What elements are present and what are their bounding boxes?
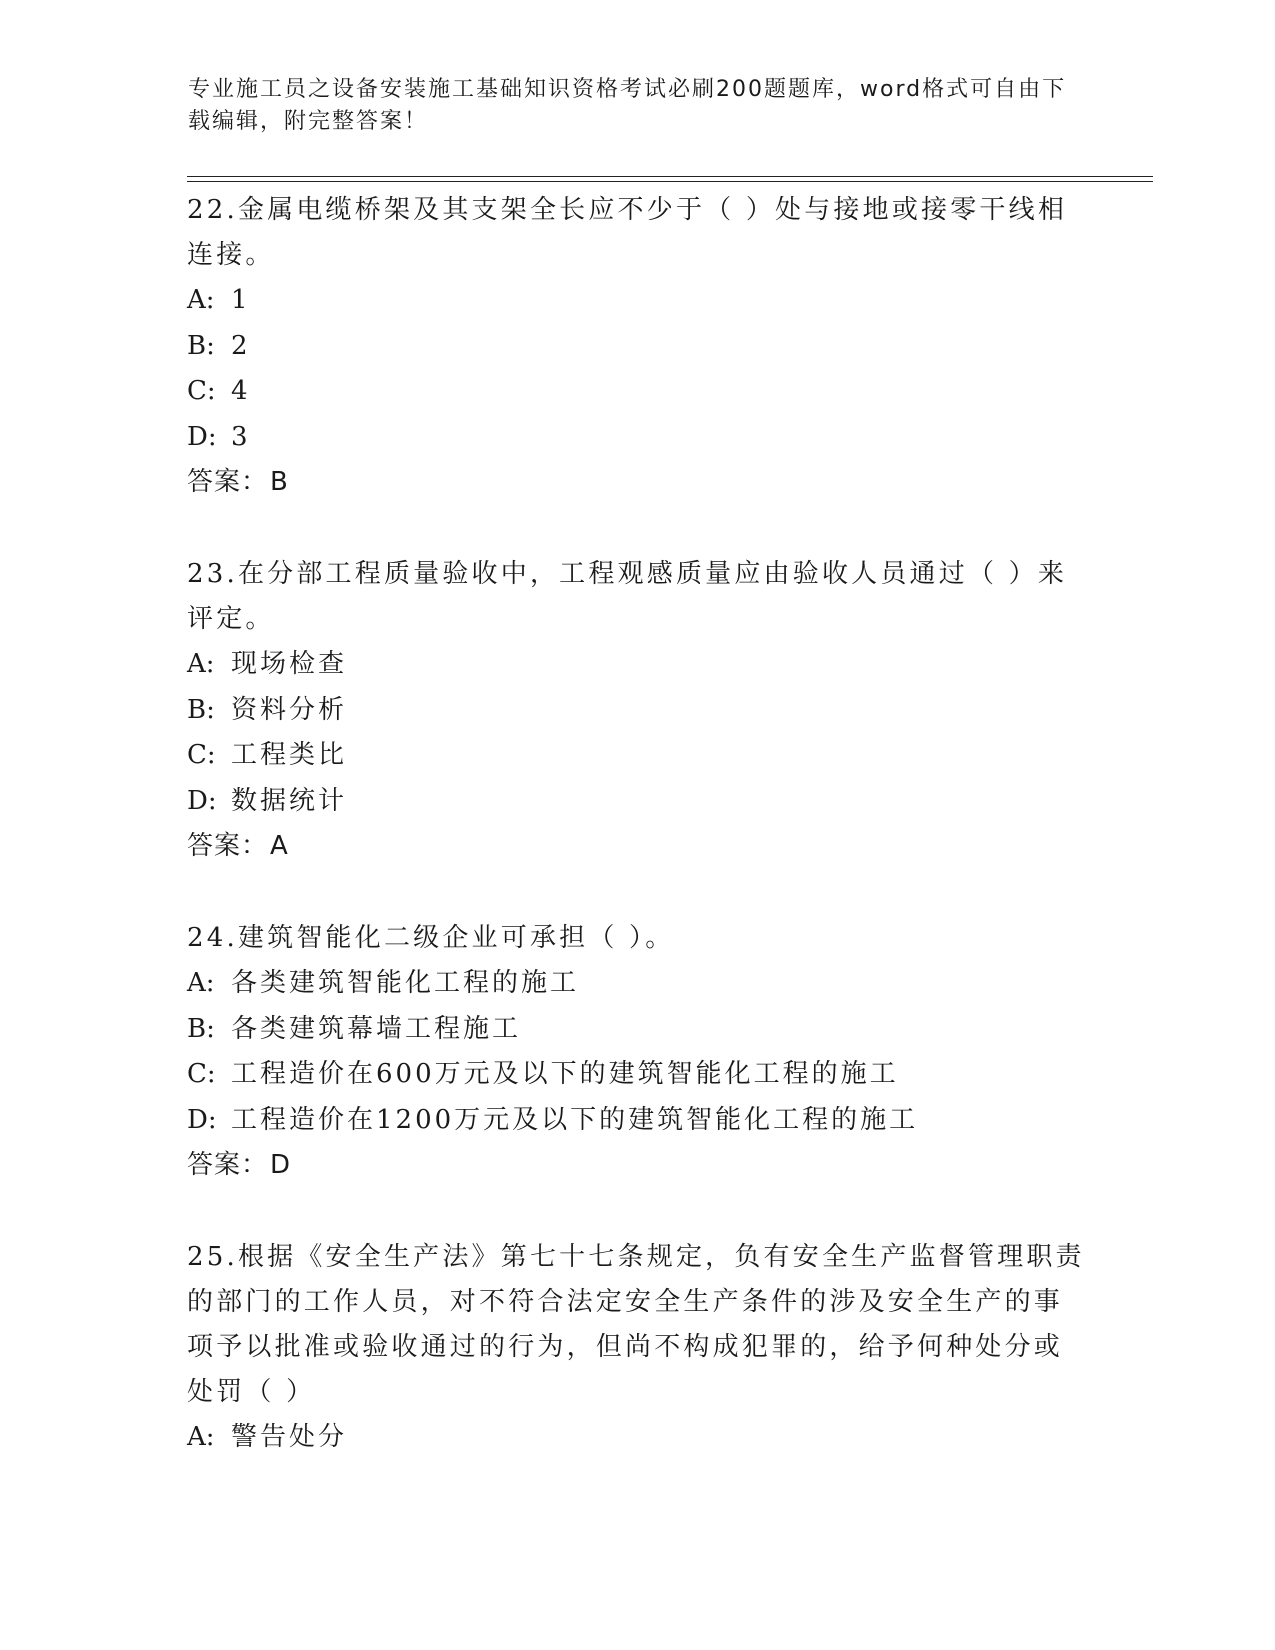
option-key: B:	[187, 330, 215, 361]
question-stem: 25.根据《安全生产法》第七十七条规定，负有安全生产监督管理职责的部门的工作人员，对不符合法定安全生产条件的涉及安全生产的事项予以批准或验收通过的行为，但尚不构成犯罪的，给予何种处分或处罚（ ）	[187, 1242, 1085, 1407]
answer-value: A	[270, 831, 289, 861]
header-divider-top	[187, 176, 1153, 177]
option-text: 警告处分	[231, 1422, 348, 1452]
option-text: 2	[231, 330, 251, 361]
answer-line	[187, 460, 1087, 505]
document-header: 专业施工员之设备安装施工基础知识资格考试必刷200题题库，word格式可自由下载编辑，附完整答案！	[188, 77, 1067, 134]
option-c	[187, 733, 1087, 779]
question-25	[187, 1235, 1087, 1461]
answer-value: B	[270, 467, 289, 497]
answer-label: 答案：	[187, 831, 269, 861]
option-key: D:	[187, 1104, 217, 1135]
answer-value: D	[270, 1150, 292, 1180]
option-key: A:	[187, 1422, 215, 1452]
question-23	[187, 552, 1087, 869]
option-d	[187, 1098, 1087, 1144]
option-c	[187, 369, 1087, 415]
option-text: 工程类比	[231, 740, 348, 770]
option-d	[187, 779, 1087, 825]
question-stem: 23.在分部工程质量验收中，工程观感质量应由验收人员通过（ ）来评定。	[187, 559, 1068, 634]
option-text: 现场检查	[231, 649, 348, 679]
option-text: 工程造价在1200万元及以下的建筑智能化工程的施工	[231, 1104, 919, 1135]
option-text: 1	[231, 285, 251, 315]
question-22	[187, 188, 1087, 505]
option-text: 资料分析	[231, 694, 348, 725]
option-d	[187, 415, 1087, 461]
option-key: D:	[187, 785, 217, 816]
option-text: 各类建筑智能化工程的施工	[231, 968, 580, 998]
option-key: A:	[187, 968, 215, 998]
answer-label: 答案：	[187, 467, 269, 497]
option-b	[187, 1007, 1087, 1053]
question-stem: 24.建筑智能化二级企业可承担（ ）。	[187, 923, 675, 953]
question-stem: 22.金属电缆桥架及其支架全长应不少于（ ）处与接地或接零干线相连接。	[187, 195, 1068, 270]
option-key: C:	[187, 376, 216, 406]
header-divider-bottom	[187, 181, 1153, 182]
option-key: D:	[187, 421, 217, 452]
answer-line	[187, 824, 1087, 869]
option-key: A:	[187, 649, 215, 679]
option-key: C:	[187, 740, 216, 770]
option-text: 4	[231, 376, 251, 406]
option-text: 各类建筑幕墙工程施工	[231, 1013, 522, 1044]
option-key: B:	[187, 1013, 215, 1044]
answer-label: 答案：	[187, 1150, 269, 1180]
option-text: 数据统计	[231, 785, 348, 816]
option-key: C:	[187, 1059, 216, 1089]
option-a	[187, 642, 1087, 688]
option-a	[187, 1415, 1087, 1461]
option-a	[187, 961, 1087, 1007]
option-key: A:	[187, 285, 215, 315]
option-c	[187, 1052, 1087, 1098]
option-b	[187, 324, 1087, 370]
option-a	[187, 278, 1087, 324]
answer-line	[187, 1143, 1087, 1188]
question-24	[187, 916, 1087, 1188]
option-text: 3	[231, 421, 251, 452]
option-b	[187, 688, 1087, 734]
option-key: B:	[187, 694, 215, 725]
option-text: 工程造价在600万元及以下的建筑智能化工程的施工	[231, 1059, 899, 1089]
